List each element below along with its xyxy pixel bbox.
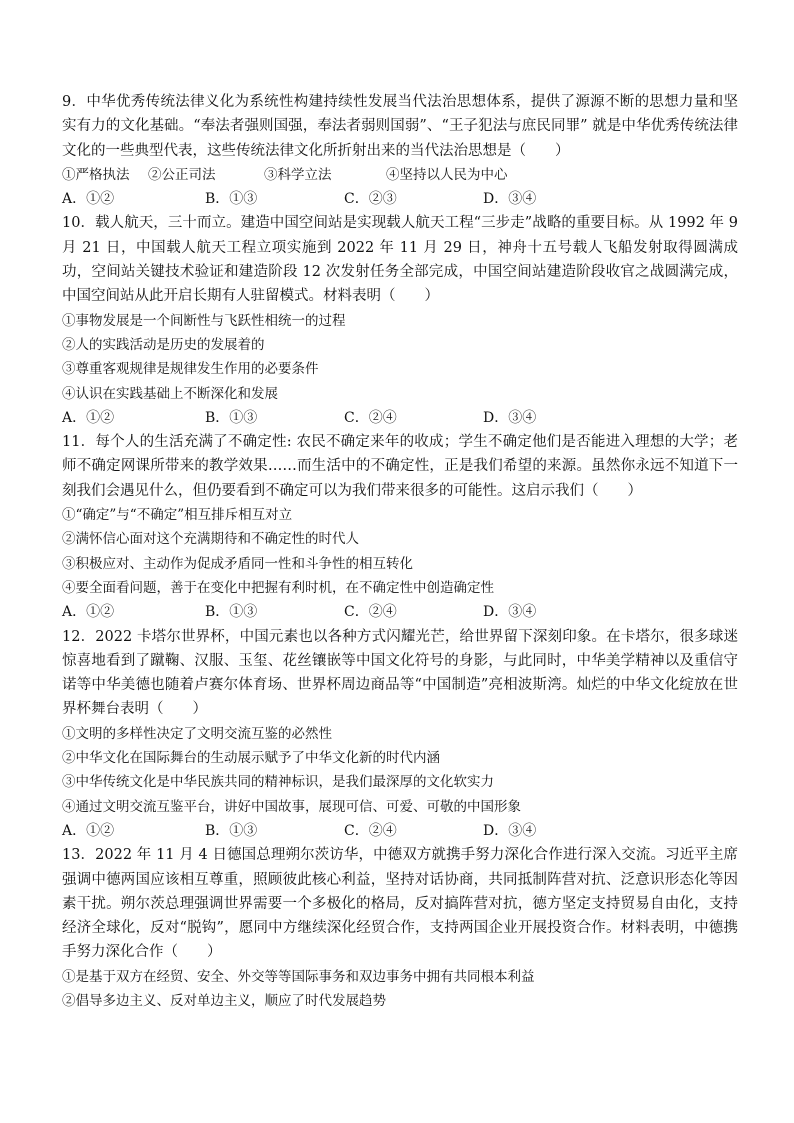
question-12-choices (62, 819, 738, 843)
option-item: ④坚持以人民为中心 (386, 166, 508, 183)
option-item: ②满怀信心面对这个充满期待和不确定性的时代人 (62, 531, 359, 548)
choice-b: B．①③ (205, 604, 258, 621)
question-10-choices (62, 406, 738, 430)
option-item: ③尊重客观规律是规律发生作用的必要条件 (62, 361, 319, 378)
option-item: ②公正司法 (148, 166, 216, 183)
question-9-options (62, 163, 738, 187)
option-item: ①事物发展是一个间断性与飞跃性相统一的过程 (62, 312, 346, 329)
option-item: ②中华文化在国际舞台的生动展示赋予了中华文化新的时代内涵 (62, 750, 440, 767)
question-10-stem: 10．载人航天，三十而立。建造中国空间站是实现载人航天工程“三步走”战略的重要目标。从 1992 年 9 月 21 日，中国载人航天工程立项实施到 2022 年 11 月 29 日，神舟十五号载人飞船发射取得圆满成功，空间站关键技术验证和建造阶段 12 次发射任务全部完成，中国空间站建造阶段收官之战圆满完成，中国空间站从此开启长期有人驻留模式。材料表明（ ） (62, 215, 738, 305)
question-12-stem: 12．2022 卡塔尔世界杯，中国元素也以各种方式闪耀光芒，给世界留下深刻印象。在卡塔尔，很多球迷惊喜地看到了蹴鞠、汉服、玉玺、花丝镶嵌等中国文化符号的身影，与此同时，中华美学精神以及重信守诺等中华美德也随着卢赛尔体育场、世界杯周边商品等“中国制造”亮相波斯湾。灿烂的中华文化绽放在世界杯舞台表明（ ） (62, 628, 738, 718)
option-item: ④要全面看问题，善于在变化中把握有利时机，在不确定性中创造确定性 (62, 579, 494, 596)
choice-b: B．①③ (205, 822, 258, 839)
option-item: ④通过文明交流互鉴平台，讲好中国故事，展现可信、可爱、可敬的中国形象 (62, 798, 521, 815)
choice-b: B．①③ (205, 191, 258, 208)
choice-c: C．②③ (344, 191, 397, 208)
option-item: ③科学立法 (264, 166, 332, 183)
question-9-choices (62, 187, 738, 211)
option-item: ③积极应对、主动作为促成矛盾同一性和斗争性的相互转化 (62, 555, 413, 572)
choice-a: A．①② (62, 191, 115, 208)
question-9-stem: 9．中华优秀传统法律义化为系统性构建持续性发展当代法治思想体系，提供了源源不断的思想力量和坚实有力的文化基础。“奉法者强则国强，奉法者弱则国弱”、“王子犯法与庶民同罪” 就是中华优秀传统法律文化的一些典型代表，这些传统法律文化所折射出来的当代法治思想是（ ） (62, 94, 738, 159)
question-11-choices (62, 600, 738, 624)
choice-a: A．①② (62, 409, 115, 426)
choice-c: C．②④ (344, 409, 397, 426)
option-item: ③中华传统文化是中华民族共同的精神标识，是我们最深厚的文化软实力 (62, 774, 494, 791)
choice-d: D．③④ (483, 604, 537, 621)
question-11-stem: 11．每个人的生活充满了不确定性: 农民不确定来年的收成；学生不确定他们是否能进入理想的大学；老师不确定网课所带来的教学效果……而生活中的不确定性，正是我们希望的来源。虽然你永远不知道下一刻我们会遇见什么，但仍要看到不确定可以为我们带来很多的可能性。这启示我们（ ） (62, 434, 738, 499)
page-content (62, 90, 738, 1013)
option-item: ①严格执法 (62, 166, 130, 183)
option-item: ②人的实践活动是历史的发展着的 (62, 336, 265, 353)
choice-a: A．①② (62, 604, 115, 621)
option-item: ①是基于双方在经贸、安全、外交等等国际事务和双边事务中拥有共同根本利益 (62, 968, 535, 985)
choice-d: D．③④ (483, 822, 537, 839)
option-item: ④认识在实践基础上不断深化和发展 (62, 385, 278, 402)
choice-b: B．①③ (205, 409, 258, 426)
choice-d: D．③④ (483, 409, 537, 426)
option-item: ①文明的多样性决定了文明交流互鉴的必然性 (62, 725, 332, 742)
choice-d: D．③④ (483, 191, 537, 208)
choice-c: C．②④ (344, 604, 397, 621)
choice-c: C．②④ (344, 822, 397, 839)
option-item: ①“确定”与“不确定”相互排斥相互对立 (62, 507, 293, 524)
choice-a: A．①② (62, 822, 115, 839)
option-item: ②倡导多边主义、反对单边主义，顺应了时代发展趋势 (62, 992, 386, 1009)
question-13-stem: 13．2022 年 11 月 4 日德国总理朔尔茨访华，中德双方就携手努力深化合作进行深入交流。习近平主席强调中德两国应该相互尊重，照顾彼此核心利益，坚持对话协商，共同抵制阵营对抗、泛意识形态化等因素干扰。朔尔茨总理强调世界需要一个多极化的格局，反对搞阵营对抗，德方坚定支持贸易自由化，支持经济全球化，反对“脱钩”，愿同中方继续深化经贸合作，支持两国企业开展投资合作。材料表明，中德携手努力深化合作（ ） (62, 847, 738, 961)
